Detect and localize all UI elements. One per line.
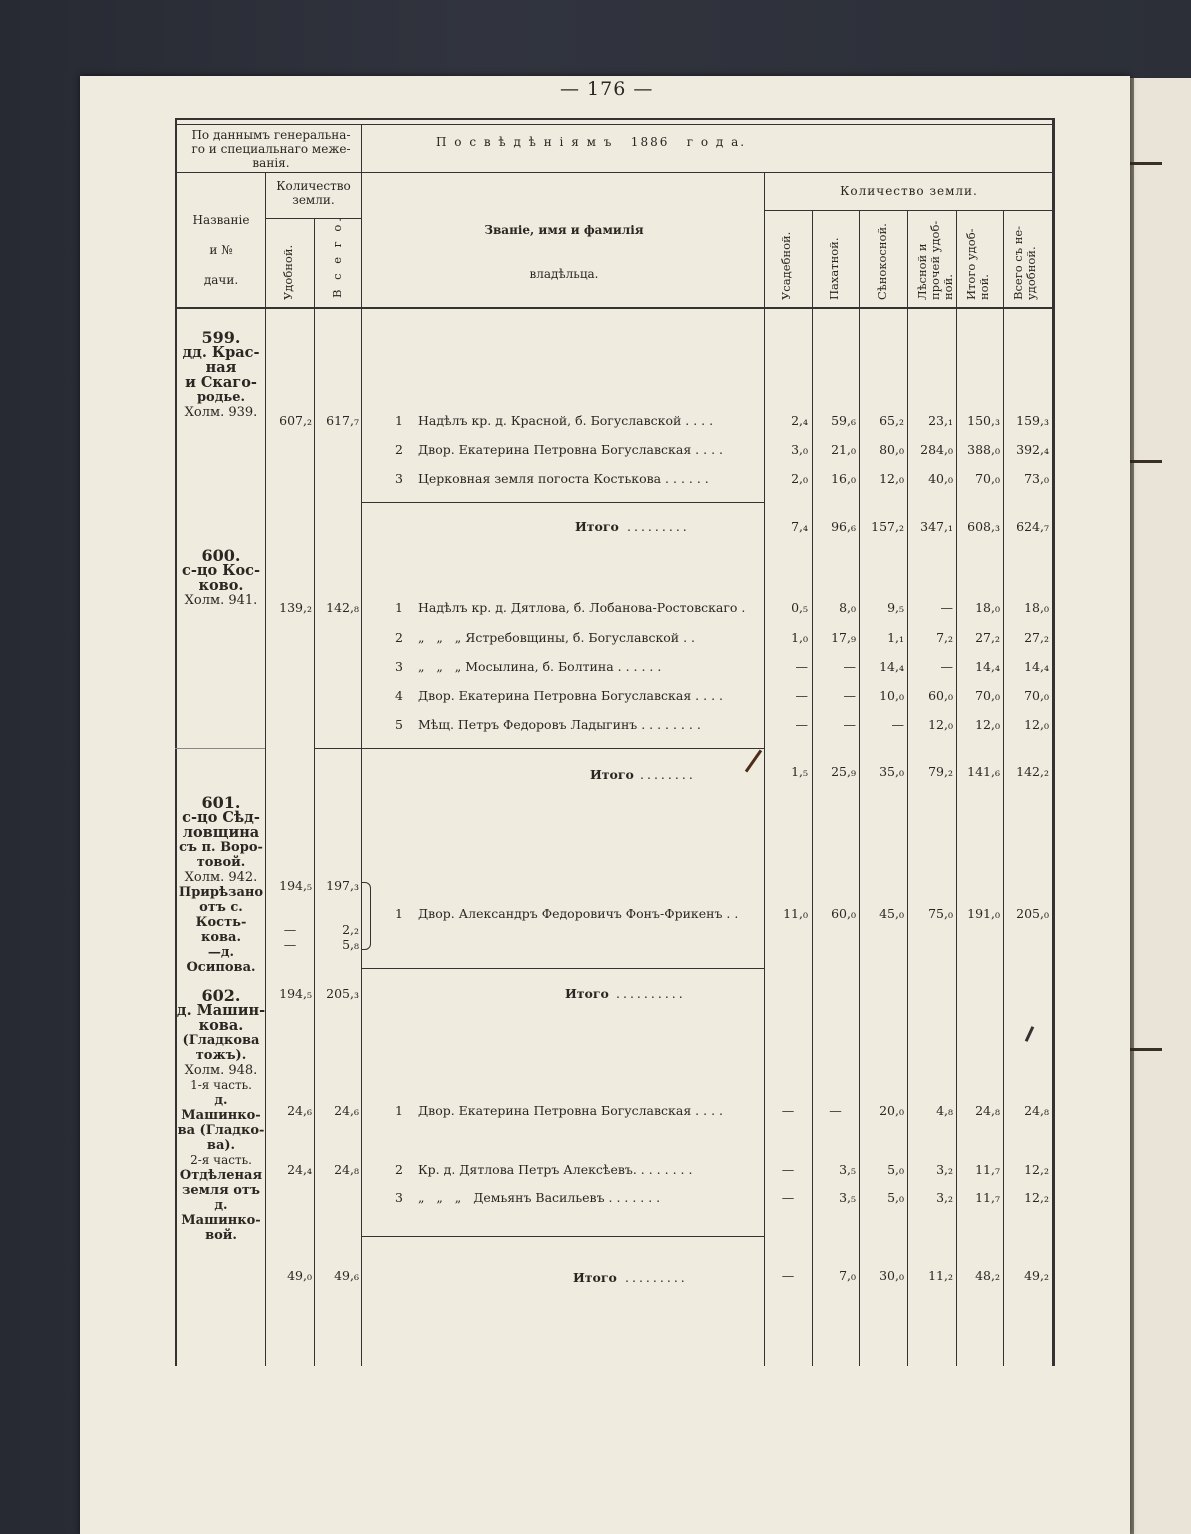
value-itogo: 11,₇ — [975, 1162, 1000, 1177]
value-usadeb: — — [781, 1162, 795, 1177]
owner-cell: Надѣлъ кр. д. Дятлова, б. Лобанова-Ростовскаго . — [418, 600, 746, 615]
parcel-602-part1-udob: 24,₆ — [287, 1103, 312, 1118]
row-number: 2 — [395, 1162, 403, 1177]
leader-dots: ........ — [640, 767, 696, 782]
header-pakhatnoi: Пахатной. — [827, 237, 841, 300]
total-vsego-left: 205,₃ — [326, 986, 359, 1001]
value-lesnoi: 3,₂ — [936, 1190, 953, 1205]
parcel-599-vsego: 617,₇ — [326, 413, 359, 428]
parcel-599-udob: 607,₂ — [279, 413, 312, 428]
total-vsego: 142,₂ — [1016, 764, 1049, 779]
leader-dots: ......... — [627, 519, 690, 534]
header-title: П о с в ѣ д ѣ н і я м ъ 1886 г о д а. — [436, 135, 747, 149]
value-vsego: 392,₄ — [1016, 442, 1049, 457]
value-lesnoi: 60,₀ — [928, 688, 953, 703]
owner-cell: Надѣлъ кр. д. Красной, б. Богуславской . . . . — [418, 413, 714, 428]
value-itogo: 70,₀ — [975, 471, 1000, 486]
parcel-601-name: 601. с-цо Сѣд- ловщина съ п. Воро- товой. Холм. 942. Прирѣзано отъ с. Кость- кова. —д. Осипова. — [178, 793, 264, 975]
value-senokos: — — [891, 717, 904, 732]
parcel-601-vsego-2: 2,₂ — [342, 922, 359, 937]
total-lesnoi: 347,₁ — [920, 519, 953, 534]
owner-cell: Церковная земля погоста Костькова . . . . . . — [418, 471, 709, 486]
total-itogo: 48,₂ — [975, 1268, 1000, 1283]
value-pakhat: 3,₅ — [839, 1190, 856, 1205]
table-border-top — [175, 118, 1055, 120]
value-vsego: 12,₂ — [1024, 1190, 1049, 1205]
value-usadeb: 11,₀ — [783, 906, 808, 921]
header-qty-left: Количество земли. — [276, 179, 351, 207]
owner-cell: „ „ „ Мосылина, б. Болтина . . . . . . — [418, 659, 662, 674]
value-lesnoi: — — [940, 600, 953, 615]
parcel-601-udob-2: — — [283, 922, 297, 937]
col-rule-vsego — [314, 218, 315, 1366]
brace — [362, 882, 371, 950]
total-vsego: 624,₇ — [1016, 519, 1049, 534]
row-number: 1 — [395, 600, 403, 615]
total-udob: 194,₅ — [279, 986, 312, 1001]
row-number: 5 — [395, 717, 403, 732]
total-senokos: 157,₂ — [871, 519, 904, 534]
value-itogo: 24,₈ — [975, 1103, 1000, 1118]
qty-right-divider — [764, 210, 1052, 211]
value-usadeb: 0,₅ — [791, 600, 808, 615]
owner-cell: Кр. д. Дятлова Петръ Алексѣевъ. . . . . . . . — [418, 1162, 693, 1177]
header-divider — [175, 172, 1055, 173]
owner-cell: Двор. Екатерина Петровна Богуславская . . . . — [418, 442, 723, 457]
value-itogo: 191,₀ — [967, 906, 1000, 921]
value-senokos: 65,₂ — [879, 413, 904, 428]
value-pakhat: — — [829, 1103, 842, 1118]
value-pakhat: 59,₆ — [831, 413, 856, 428]
total-itogo: 608,₃ — [967, 519, 1000, 534]
total-senokos: 35,₀ — [879, 764, 904, 779]
total-pakhat: 25,₉ — [831, 764, 856, 779]
value-pakhat: 8,₀ — [839, 600, 856, 615]
value-lesnoi: 75,₀ — [928, 906, 953, 921]
value-itogo: 27,₂ — [975, 630, 1000, 645]
parcel-600-vsego: 142,₈ — [326, 600, 359, 615]
value-usadeb: 1,₀ — [791, 630, 808, 645]
value-usadeb: — — [781, 1190, 795, 1205]
section-rule — [361, 502, 764, 503]
total-pakhat: 96,₆ — [831, 519, 856, 534]
row-number: 3 — [395, 659, 403, 674]
total-lesnoi: 79,₂ — [928, 764, 953, 779]
value-pakhat: 3,₅ — [839, 1162, 856, 1177]
value-senokos: 5,₀ — [887, 1162, 904, 1177]
value-pakhat: — — [843, 688, 856, 703]
total-itogo: 141,₆ — [967, 764, 1000, 779]
value-vsego: 14,₄ — [1024, 659, 1049, 674]
section-rule — [314, 748, 764, 749]
value-pakhat: 16,₀ — [831, 471, 856, 486]
header-vsego: В с е г о. — [330, 215, 344, 298]
header-lesnoi: Лѣсной и прочей удоб-ной. — [915, 220, 955, 300]
value-vsego: 18,₀ — [1024, 600, 1049, 615]
row-number: 3 — [395, 1190, 403, 1205]
parcel-602-part1-vsego: 24,₆ — [334, 1103, 359, 1118]
value-lesnoi: 4,₈ — [936, 1103, 953, 1118]
table-border-right — [1052, 118, 1055, 1366]
itogo-label: Итого — [590, 767, 634, 782]
page-number: — 176 — — [560, 78, 654, 100]
parcel-601-udob-3: — — [283, 937, 297, 952]
total-senokos: 30,₀ — [879, 1268, 904, 1283]
total-udob: 49,₀ — [287, 1268, 312, 1283]
row-number: 1 — [395, 1103, 403, 1118]
value-pakhat: 21,₀ — [831, 442, 856, 457]
value-lesnoi: 3,₂ — [936, 1162, 953, 1177]
value-vsego: 70,₀ — [1024, 688, 1049, 703]
total-usadeb: 7,₄ — [791, 519, 808, 534]
parcel-602-part2-vsego: 24,₈ — [334, 1162, 359, 1177]
value-usadeb: — — [795, 717, 808, 732]
leader-dots: ......... — [625, 1270, 688, 1285]
header-vsego-neudob: Всего съ не-удобной. — [1011, 225, 1038, 300]
value-senokos: 14,₄ — [879, 659, 904, 674]
value-vsego: 27,₂ — [1024, 630, 1049, 645]
value-usadeb: — — [781, 1103, 795, 1118]
value-usadeb: — — [795, 688, 808, 703]
total-lesnoi: 11,₂ — [928, 1268, 953, 1283]
value-vsego: 24,₈ — [1024, 1103, 1049, 1118]
itogo-label: Итого — [575, 519, 619, 534]
table-border-top-inner — [175, 124, 1055, 125]
itogo-label: Итого — [573, 1270, 617, 1285]
value-lesnoi: 284,₀ — [920, 442, 953, 457]
owner-cell: „ „ „ Ястребовщины, б. Богуславской . . — [418, 630, 696, 645]
header-usadebnoi: Усадебной. — [779, 231, 793, 300]
owner-cell: Двор. Екатерина Петровна Богуславская . . . . — [418, 688, 723, 703]
value-pakhat: 17,₉ — [831, 630, 856, 645]
parcel-601-vsego-3: 5,₈ — [342, 937, 359, 952]
section-rule — [175, 748, 265, 749]
value-usadeb: — — [795, 659, 808, 674]
value-lesnoi: 7,₂ — [936, 630, 953, 645]
value-itogo: 18,₀ — [975, 600, 1000, 615]
value-lesnoi: — — [940, 659, 953, 674]
header-senokosnoi: Сѣнокосной. — [875, 223, 889, 300]
itogo-label: Итого — [565, 986, 609, 1001]
header-col-name: Названіе и № дачи. — [192, 213, 250, 287]
value-pakhat: — — [843, 659, 856, 674]
header-udobnoi: Удобной. — [281, 244, 295, 300]
header-qty-right: Количество земли. — [840, 184, 978, 198]
value-senokos: 1,₁ — [887, 630, 904, 645]
section-rule — [361, 1236, 764, 1237]
value-usadeb: 2,₄ — [791, 413, 808, 428]
value-itogo: 11,₇ — [975, 1190, 1000, 1205]
total-usadeb: — — [781, 1268, 795, 1283]
row-number: 4 — [395, 688, 403, 703]
qty-left-divider — [265, 218, 361, 219]
parcel-602-part2-udob: 24,₄ — [287, 1162, 312, 1177]
value-vsego: 73,₀ — [1024, 471, 1049, 486]
row-number: 2 — [395, 442, 403, 457]
value-vsego: 12,₂ — [1024, 1162, 1049, 1177]
row-number: 2 — [395, 630, 403, 645]
value-vsego: 159,₃ — [1016, 413, 1049, 428]
total-vsego: 49,₂ — [1024, 1268, 1049, 1283]
value-itogo: 70,₀ — [975, 688, 1000, 703]
header-bottom-rule — [175, 307, 1055, 309]
owner-cell: Двор. Александръ Федоровичъ Фонъ-Фрикенъ . . — [418, 906, 739, 921]
value-pakhat: — — [843, 717, 856, 732]
value-senokos: 5,₀ — [887, 1190, 904, 1205]
value-usadeb: 2,₀ — [791, 471, 808, 486]
header-left-top: По даннымъ генеральна- го и специальнаго меже- ванія. — [191, 128, 351, 170]
section-rule — [361, 968, 764, 969]
value-vsego: 12,₀ — [1024, 717, 1049, 732]
parcel-601-vsego-1: 197,₃ — [326, 878, 359, 893]
total-usadeb: 1,₅ — [791, 764, 808, 779]
value-senokos: 45,₀ — [879, 906, 904, 921]
leader-dots: .......... — [616, 986, 686, 1001]
row-number: 1 — [395, 906, 403, 921]
value-itogo: 150,₃ — [967, 413, 1000, 428]
total-pakhat: 7,₀ — [839, 1268, 856, 1283]
row-number: 3 — [395, 471, 403, 486]
value-itogo: 388,₀ — [967, 442, 1000, 457]
header-itogo-udob: Итого удоб-ной. — [964, 228, 991, 300]
value-usadeb: 3,₀ — [791, 442, 808, 457]
value-lesnoi: 12,₀ — [928, 717, 953, 732]
header-owner: Званіе, имя и фамилія владѣльца. — [484, 223, 644, 281]
owner-cell: Мѣщ. Петръ Федоровъ Ладыгинъ . . . . . . . . — [418, 717, 701, 732]
value-lesnoi: 40,₀ — [928, 471, 953, 486]
value-senokos: 80,₀ — [879, 442, 904, 457]
col-rule-owner — [361, 124, 362, 1366]
value-senokos: 12,₀ — [879, 471, 904, 486]
value-pakhat: 60,₀ — [831, 906, 856, 921]
owner-cell: „ „ „ Демьянъ Васильевъ . . . . . . . — [418, 1190, 661, 1205]
value-itogo: 14,₄ — [975, 659, 1000, 674]
facing-page-edge — [1130, 78, 1191, 1534]
parcel-600-name: 600. с-цо Кос- ково. Холм. 941. — [182, 546, 260, 608]
value-senokos: 20,₀ — [879, 1103, 904, 1118]
parcel-601-udob-1: 194,₅ — [279, 878, 312, 893]
parcel-600-udob: 139,₂ — [279, 600, 312, 615]
total-vsego-left: 49,₆ — [334, 1268, 359, 1283]
parcel-602-name: 602. д. Машин- кова. (Гладкова тожъ). Холм. 948. 1-я часть. д. Машинко- ва (Гладко- ва). 2-я часть. Отдѣленая земля отъ д. Машинко- вой. — [176, 986, 266, 1243]
owner-cell: Двор. Екатерина Петровна Богуславская . . . . — [418, 1103, 723, 1118]
parcel-599-name: 599. дд. Крас- ная и Скаго- родье. Холм. 939. — [182, 328, 260, 420]
value-senokos: 9,₅ — [887, 600, 904, 615]
value-lesnoi: 23,₁ — [928, 413, 953, 428]
value-vsego: 205,₀ — [1016, 906, 1049, 921]
row-number: 1 — [395, 413, 403, 428]
value-itogo: 12,₀ — [975, 717, 1000, 732]
value-senokos: 10,₀ — [879, 688, 904, 703]
